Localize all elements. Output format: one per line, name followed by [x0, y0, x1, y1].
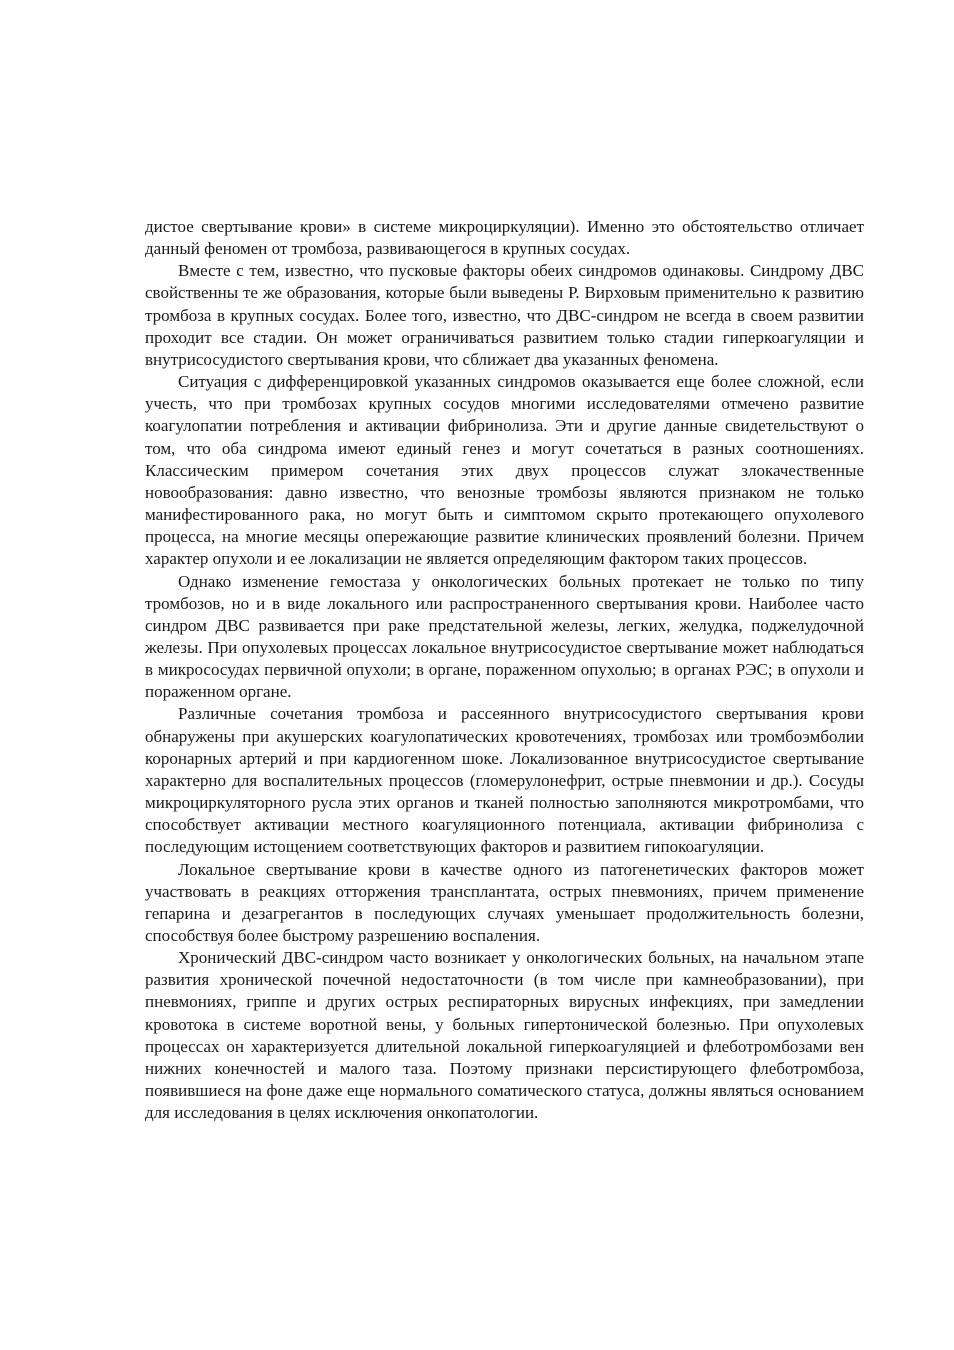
paragraph: Однако изменение гемостаза у онкологических больных протекает не только по типу тромбозов, но и в виде локального или распространенного свертывания крови. Наиболее часто синдром ДВС развивается при раке предстательной железы, легких, желудка, поджелудочной железы. При опухолевых процессах локальное внутрисосудистое свертывание может наблюдаться в микрососудах первичной опухоли; в органе, пораженном опухолью; в органах РЭС; в опухоли и пораженном органе. — [145, 571, 864, 702]
document-body — [145, 216, 864, 1124]
paragraph: Локальное свертывание крови в качестве одного из патогенетических факторов может участвовать в реакциях отторжения трансплантата, острых пневмониях, причем применение гепарина и дезагрегантов в последующих случаях уменьшает продолжительность болезни, способствуя более быстрому разрешению воспаления. — [145, 859, 864, 945]
paragraph: Ситуация с дифференцировкой указанных синдромов оказывается еще более сложной, если учесть, что при тромбозах крупных сосудов многими исследователями отмечено развитие коагулопатии потребления и активации фибринолиза. Эти и другие данные свидетельствуют о том, что оба синдрома имеют единый генез и могут сочетаться в разных соотношениях. Классическим примером сочетания этих двух процессов служат злокачественные новообразования: давно известно, что венозные тромбозы являются признаком не только манифестированного рака, но могут быть и симптомом скрыто протекающего опухолевого процесса, на многие месяцы опережающие развитие клинических проявлений болезни. Причем характер опухоли и ее локализации не является определяющим фактором таких процессов. — [145, 372, 864, 569]
paragraph: Хронический ДВС-синдром часто возникает у онкологических больных, на начальном этапе развития хронической почечной недостаточности (в том числе при камнеобразовании), при пневмониях, гриппе и других острых респираторных вирусных инфекциях, при замедлении кровотока в системе воротной вены, у больных гипертонической болезнью. При опухолевых процессах он характеризуется длительной локальной гиперкоагуляцией и флеботромбозами вен нижних конечностей и малого таза. Поэтому признаки персистирующего флеботромбоза, появившиеся на фоне даже еще нормального соматического статуса, должны являться основанием для исследования в целях исключения онкопатологии. — [145, 948, 864, 1123]
paragraph: Различные сочетания тромбоза и рассеянного внутрисосудистого свертывания крови обнаружены при акушерских коагулопатических кровотечениях, тромбозах или тромбоэмболии коронарных артерий и при кардиогенном шоке. Локализованное внутрисосудистое свертывание характерно для воспалительных процессов (гломерулонефрит, острые пневмонии и др.). Сосуды микроциркуляторного русла этих органов и тканей полностью заполняются микротромбами, что способствует активации местного коагуляционного потенциала, активации фибринолиза с последующим истощением соответствующих факторов и развитием гипокоагуляции. — [145, 704, 864, 857]
paragraph: Вместе с тем, известно, что пусковые факторы обеих синдромов одинаковы. Синдрому ДВС свойственны те же образования, которые были выведены Р. Вирховым применительно к развитию тромбоза в крупных сосудах. Более того, известно, что ДВС-синдром не всегда в своем развитии проходит все стадии. Он может ограничиваться развитием только стадии гиперкоагуляции и внутрисосудистого свертывания крови, что сближает два указанных феномена. — [145, 261, 864, 369]
paragraph-continuation: дистое свертывание крови» в системе микроциркуляции). Именно это обстоятельство отличает данный феномен от тромбоза, развивающегося в крупных сосудах. — [145, 217, 864, 259]
